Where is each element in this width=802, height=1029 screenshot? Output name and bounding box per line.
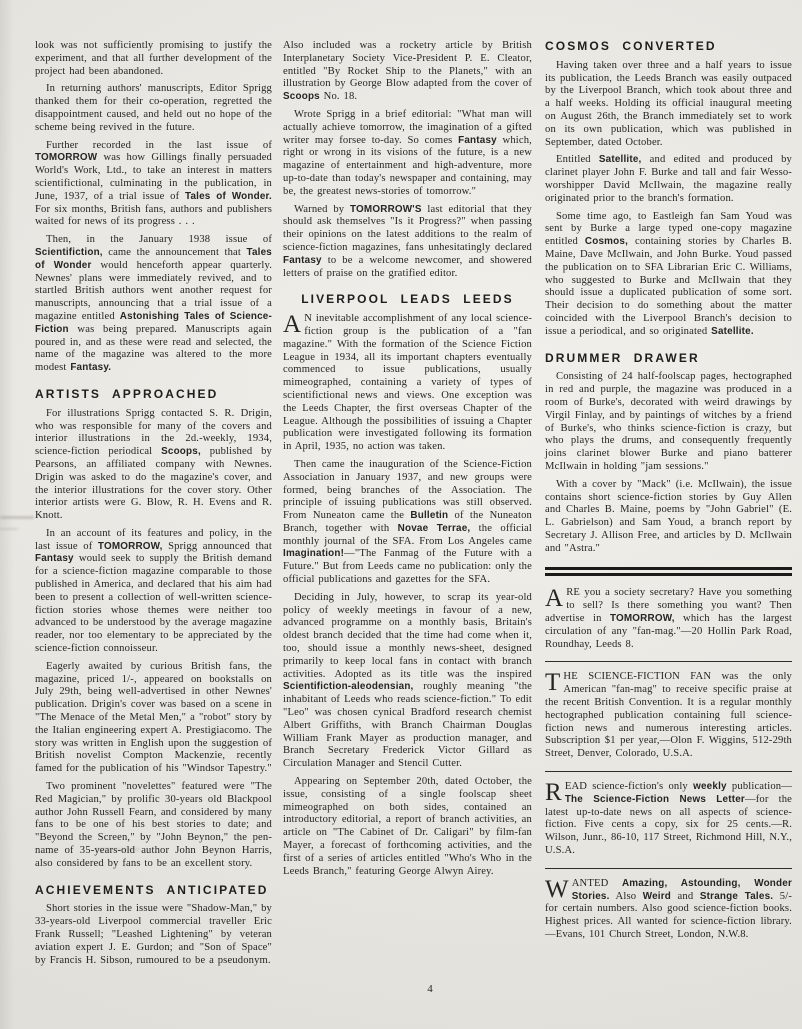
text-run: was being prepared. Manuscripts again poured in, and as these were read and selected, the name of the magazine was altered to the more modest <box>35 323 272 374</box>
title-run: Satellite, <box>598 154 642 166</box>
column-1 <box>35 40 272 972</box>
scan-smudge <box>0 516 34 519</box>
title-run: Fantasy <box>283 254 322 266</box>
paragraph <box>545 371 792 473</box>
paragraph <box>283 459 532 587</box>
text-run: to be a welcome newcomer, and showered letters of praise on the gratified editor. <box>283 254 532 279</box>
title-run: Satellite. <box>711 325 754 337</box>
title-run: Imagination! <box>283 548 345 560</box>
text-run: Some time ago, to Eastleigh fan Sam Youd was sent by Burke a large typed one-copy magazine entitled <box>545 210 792 248</box>
paragraph <box>283 592 532 771</box>
paragraph <box>35 140 272 230</box>
paragraph <box>35 40 272 78</box>
title-run: Weird <box>642 890 671 902</box>
text-run: N inevitable accomplishment of any local science-fiction group is the publication of a "fan magazine." With the formation of the Science Fiction League in 1934, all its important chapters eventually commenced to issue publications, usually mimeographed, containing a variety of types of scientifictional news and views. One exception was the Leeds Chapter, the first overseas Chapter of the League. Although the possibilities of issuing a Chapter publication were investigated following its formation in April, 1935, no action was taken. <box>283 313 532 453</box>
paragraph <box>35 661 272 776</box>
title-run: Scientifiction-aleodensian, <box>283 681 414 693</box>
drop-cap: W <box>545 875 569 903</box>
title-run: TOMORROW <box>35 152 98 164</box>
text-run: which, right or wrong in its visions of the future, is a new magazine of entertainment and high-adventure, more up-to-date than today's newspaper and containing, may be, the greatest news-stories of tomorrow." <box>283 134 532 197</box>
text-run: Warned by <box>294 203 350 215</box>
text-run: 5/- for certain numbers. Also good science-fiction books. Highest prices. All wanted for science-fiction library.—Evans, 101 Church Street, London, N.W.8. <box>545 890 792 941</box>
title-run: Fantasy. <box>70 362 112 374</box>
text-run: which has the largest circulation of any "fan-mag."—20 Hollin Park Road, Roundhay, Leeds 8. <box>545 613 792 650</box>
paragraph <box>545 587 792 651</box>
text-run: Short stories in the issue were "Shadow-Man," by 33-years-old Liverpool commercial traveller Eric Frank Russell; "Leashed Lightening" by veteran aviation expert J. E. Gurdon; and "Son of Space" by Francis H. Sibson, rumoured to be a pseudonym. <box>35 903 272 966</box>
text-run: EAD science-fiction's only <box>564 781 694 793</box>
paragraph <box>545 211 792 339</box>
paragraph <box>35 234 272 375</box>
text-run: Eagerly awaited by curious British fans, the magazine, priced 1/-, appeared on bookstalls on July 29th, being well-advertised in other Newnes' publication. Drigin's cover was based on a scene in "The Menace of the Metal Men," a "robot" story by the Italian engineering expert A. Prestigiacomo. The story was written in English upon the suggestion of British novelist Compton Mackenzie, recently famed for the publication of his "Windsor Tapestry." <box>35 660 272 775</box>
text-run: Wrote Sprigg in a brief editorial: "What man will actually achieve tomorrow, the imagination of a gifted writer may forsee to-day. So comes <box>283 108 532 146</box>
text-run: was how Gillings finally persuaded World's Work, Ltd., to take an interest in matters scientifictional, culminating in the publication, in June, 1937, of a trial issue of <box>35 152 272 202</box>
text-run: and <box>671 890 700 902</box>
text-run: Deciding in July, however, to scrap its year-old policy of weekly meetings in favour of a new, advanced programme on a monthly basis, Britain's oldest branch decided that the time had come when it, too, should issue a monthly news-sheet, designed primarily to keep local fans in contact with branch activities. Adopted as its title was the inspired <box>283 591 532 680</box>
title-run: Tales of Wonder <box>35 246 272 271</box>
section-heading: DRUMMER DRAWER <box>545 350 700 365</box>
title-run: Cosmos, <box>584 236 629 248</box>
drop-cap: R <box>545 779 562 807</box>
title-run: Fantasy <box>458 134 497 146</box>
text-run: Then came the inauguration of the Science-Fiction Association in January 1937, and new groups were formed, being branches of the Association. The principle of issuing publications was still observed. From Nuneaton came the <box>283 458 532 522</box>
paragraph <box>35 903 272 967</box>
text-run: No. 18. <box>319 91 358 103</box>
paragraph <box>35 528 272 656</box>
article-columns <box>35 40 792 972</box>
paragraph <box>545 671 792 761</box>
text-run: In an account of its features and policy, in the last issue of <box>35 527 272 552</box>
text-run: of the Nuneaton Branch, together with <box>283 510 532 534</box>
paragraph <box>545 875 792 942</box>
title-run: Tales of Wonder. <box>184 190 272 202</box>
section-heading: ARTISTS APPROACHED <box>35 386 219 401</box>
section-heading: COSMOS CONVERTED <box>545 39 717 53</box>
title-run: The Science-Fiction News Letter <box>564 793 745 805</box>
text-run: With a cover by "Mack" (i.e. McIlwain), the issue contains short science-fiction stories by Guy Allen and Charles B. Maine, poems by "John Gabriel" (E. L. Gabrielson) and Sam Youd, a branch report by Secretary J. Allison Free, and articles by D. McIlwain and "Astra." <box>545 478 792 554</box>
thin-rule-divider <box>545 868 792 869</box>
column-2 <box>283 40 532 883</box>
text-run: would henceforth appear quarterly. Newnes' plans were immediately revived, and to startled British authors went another request for manuscripts, announcing that a trial issue of a magazine entitled <box>35 259 273 322</box>
title-run: Fantasy <box>35 553 74 565</box>
text-run: For illustrations Sprigg contacted S. R. Drigin, who was responsible for many of the covers and interior illustrations in the 2d.-weekly, 1934, science-fiction periodical <box>35 407 272 458</box>
text-run: the official monthly journal of the SFA. From Los Angeles came <box>283 522 532 547</box>
text-run: Two prominent "novelettes" featured were "The Red Magician," by prolific 30-years old Blackpool author John Russell Fearn, and considered by many fans to be one of his best stories to date; and "Beyond the Screen," by "John Beynon," the pen-name of 35-years-old author John Beynon Harris, also considered by fans to be an excellent story. <box>35 781 272 869</box>
paragraph <box>283 109 532 199</box>
paragraph <box>283 204 532 281</box>
thin-rule-divider <box>545 771 792 772</box>
paragraph <box>545 60 792 150</box>
text-run: In returning authors' manuscripts, Editor Sprigg thanked them for their co-operation, regretted the disappointment caused, and held out no hope of the scheme being revived in the future. <box>35 83 272 133</box>
paragraph <box>35 83 272 134</box>
title-run: Bulletin <box>410 510 449 522</box>
drop-cap: T <box>545 669 561 697</box>
text-run: Consisting of 24 half-foolscap pages, hectographed in red and purple, the magazine was produced in a room of Burke's, decorated with weird drawings by Virgil Finlay, and by paintings of witches by a friend of Burke's, who thinks science-fiction is crazy, but who plays the drums, and consequently frequently joins clarinet blower Burke and piano batterer McIlwain in holding "jam sessions." <box>545 371 792 472</box>
paragraph <box>35 781 272 871</box>
text-run: containing stories by Charles B. Maine, Dave McIlwain, and John Burke. Youd passed the publication on to SFA Librarian Eric C. Williams, who suggested to Burke and McIlwain that they should issue a duplicated publication of some sort. Their decision to do something about the matter coincided with the Liverpool Branch's decision to issue a periodical, and so originated <box>545 236 792 337</box>
paragraph <box>545 479 792 556</box>
text-run: Then, in the January 1938 issue of <box>46 234 272 246</box>
scan-smudge <box>0 528 18 530</box>
text-run: Also <box>609 890 643 902</box>
title-run: TOMORROW, <box>609 613 675 625</box>
paragraph <box>545 154 792 205</box>
text-run: roughly meaning "the inhabitant of Leeds who reads science-fiction." To edit "Leo" was chosen cynical Bradford research chemist Albert Griffiths, with Branch Chairman Douglas William Frank Mayer as production manager, and Branch Secretary Frederick Victor Gillard as Circulation Manager and Stencil Cutter. <box>283 681 532 770</box>
text-run: came the announcement that <box>102 246 247 258</box>
text-run: —for the latest up-to-date news on all aspects of science-fiction. Five cents a copy, six for 25 cents.—R. Wilson, Junr., 86-10, 117 Street, Richmond Hill, N.Y., U.S.A. <box>545 793 792 857</box>
text-run: ANTED <box>571 877 622 889</box>
text-run: Entitled <box>556 154 599 166</box>
text-run: last editorial that they should ask themselves "Is it Progress?" when passing their opinions on the latest additions to the realm of science-fiction magazines, fans unhesitatingly declared <box>283 203 532 253</box>
paragraph <box>283 313 532 454</box>
text-run: For six months, British fans, authors and publishers waited for news of its progress . . . <box>35 203 272 228</box>
text-run: Sprigg announced that <box>162 540 272 552</box>
text-run: —"The Fanmag of the Future with a Future." But from Leeds came no publication: only the official publications and gazettes for the SFA. <box>283 548 532 586</box>
text-run: Having taken over three and a half years to issue its publication, the Leeds Branch was easily outpaced by the Liverpool Branch, which took about three and a half weeks. Holding its official inaugural meeting on August 26th, the Branch immediately set to work on its own publication, which was published in September, dated October. <box>545 59 792 148</box>
text-run: published by Pearsons, an affiliated company with Newnes. Drigin was asked to do the magazine's cover, and the interior illustrations for the cover story. Other interior artists were G. Blow, R. H. Evens and R. Knott. <box>35 446 272 522</box>
title-run: Scoops <box>283 91 320 103</box>
paragraph <box>283 776 532 878</box>
text-run: Further recorded in the last issue of <box>46 139 272 151</box>
title-run: Scoops, <box>161 446 201 458</box>
drop-cap: A <box>545 585 564 613</box>
scan-edge-shadow <box>0 0 14 1029</box>
paragraph <box>545 781 792 858</box>
title-run: Strange Tales. <box>699 890 774 902</box>
page-number: 4 <box>427 983 433 995</box>
text-run: and edited and produced by clarinet player John F. Burke and tall and fair Wesso-worshipper David McIlwain, the magazine really originated prior to the branch's formation. <box>545 154 792 204</box>
double-rule-divider <box>545 567 792 576</box>
section-heading: LIVERPOOL LEADS LEEDS <box>301 292 514 307</box>
text-run: Appearing on September 20th, dated October, the issue, consisting of a single foolscap sheet mimeographed on both sides, contained an introductory editorial, a report of branch activities, an article on "The Cabinet of Dr. Caligari" by film-fan Mayer, a forecast of forthcoming activities, and the first of a series of articles entitled "Who's Who in the Leeds Branch," featuring George Alwyn Airey. <box>283 776 532 877</box>
title-run: Astonishing Tales of Science-Fiction <box>35 310 272 335</box>
paragraph <box>35 408 272 523</box>
title-run: Novae Terrae, <box>397 522 471 534</box>
thin-rule-divider <box>545 661 792 662</box>
paragraph <box>283 40 532 104</box>
drop-cap: A <box>283 311 302 339</box>
title-run: Amazing, Astounding, Wonder Stories. <box>571 877 792 902</box>
text-run: would seek to supply the British demand for a science-fiction magazine comparable to those published in America, and declared that his aim had been to present a collection of well-written science-fiction stories whose themes were neither too advanced to be understood by the average magazine reader, nor too elementary to be appreciated by the science-fiction connoisseur. <box>35 553 272 655</box>
column-3 <box>545 40 792 947</box>
section-heading: ACHIEVEMENTS ANTICIPATED <box>35 882 269 897</box>
text-run: Also included was a rocketry article by British Interplanetary Society Vice-President P. E. Cleator, entitled "By Rocket Ship to the Planets," with an illustration by George Blow adapted from the cover of <box>283 40 532 90</box>
text-run: HE SCIENCE-FICTION FAN was the only American "fan-mag" to receive specific praise at the recent British Convention. It is a regular monthly hectographed publication containing full science-fiction news and numerous interesting articles. Subscription $1 per year,—Olon F. Wiggins, 512-29th Street, Denver, Colorado, U.S.A. <box>545 671 792 760</box>
title-run: Scientifiction, <box>35 246 103 258</box>
title-run: TOMORROW, <box>97 540 163 552</box>
text-run: RE you a society secretary? Have you something to sell? Is there something you want? Then advertise in <box>545 587 792 625</box>
title-run: weekly <box>693 781 727 793</box>
text-run: publication— <box>726 781 792 793</box>
title-run: TOMORROW'S <box>350 203 422 215</box>
text-run: look was not sufficiently promising to justify the experiment, and that all further development of the project had been abandoned. <box>35 40 272 77</box>
